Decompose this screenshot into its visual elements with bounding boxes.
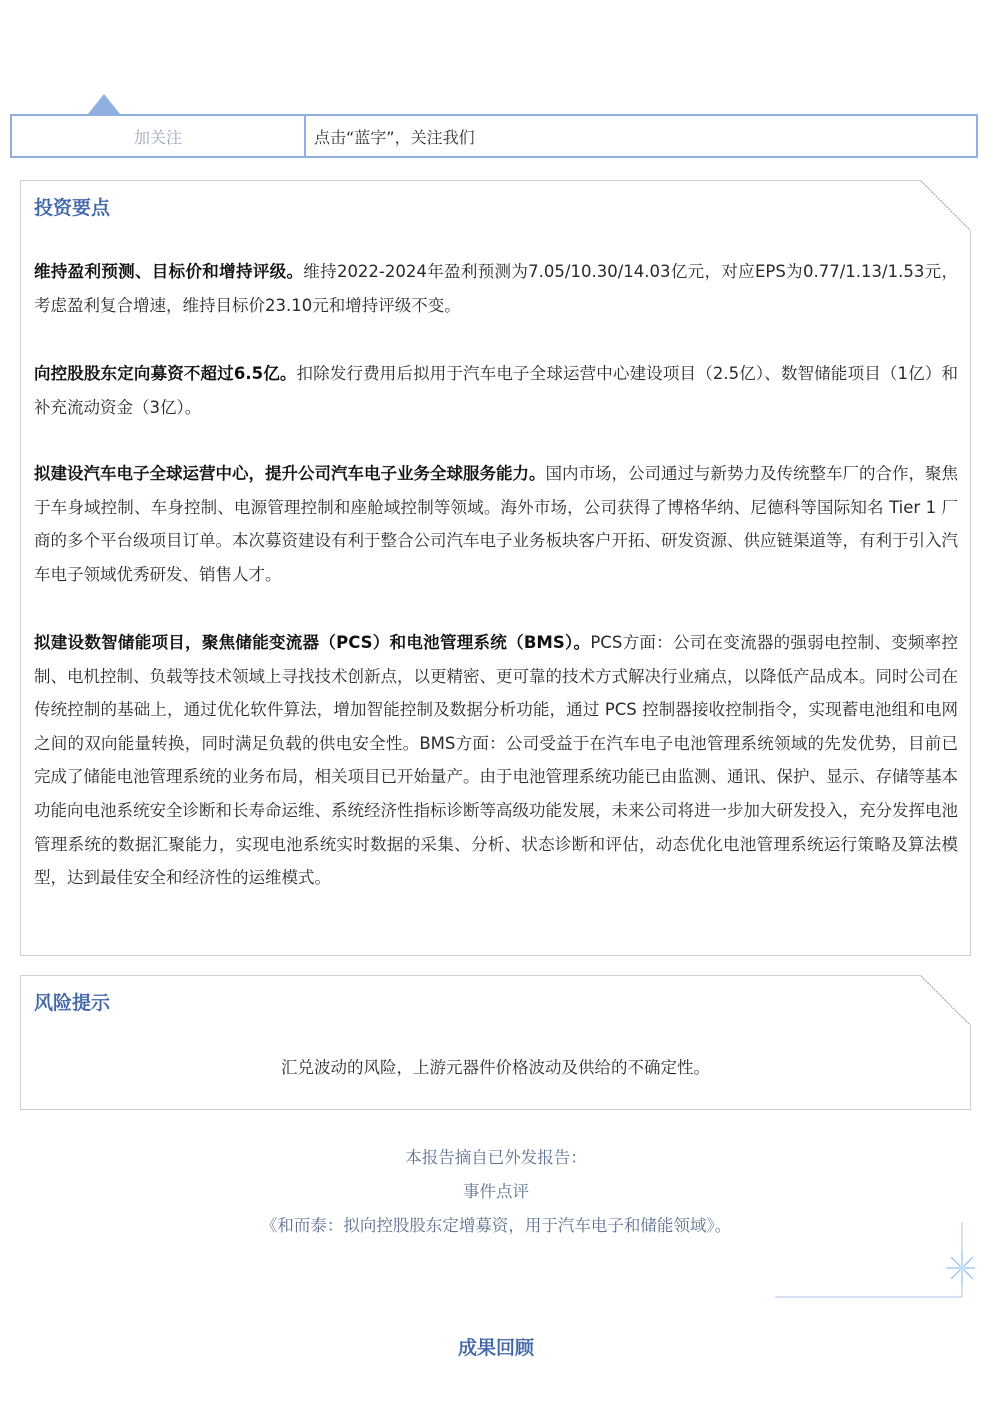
risk-title: 风险提示 bbox=[34, 992, 111, 1014]
follow-pointer-arrow bbox=[88, 94, 120, 114]
follow-button-label: 加关注 bbox=[133, 127, 182, 147]
achievements-review-title: 成果回顾 bbox=[457, 1337, 534, 1359]
risk-card bbox=[20, 975, 971, 1110]
paragraph-fundraising-heading: 向控股股东定向募资不超过6.5亿。 bbox=[34, 364, 297, 383]
invest-highlights-card bbox=[20, 180, 971, 956]
follow-prompt-text: 点击“蓝字”，关注我们 bbox=[314, 127, 475, 147]
paragraph-auto-electronics-heading: 拟建设汽车电子全球运营中心，提升公司汽车电子业务全球服务能力。 bbox=[34, 464, 546, 483]
paragraph-forecast bbox=[34, 255, 958, 322]
paragraph-fundraising bbox=[34, 357, 958, 424]
invest-highlights-title: 投资要点 bbox=[34, 197, 111, 219]
paragraph-auto-electronics bbox=[34, 457, 958, 591]
source-line-3-report-link[interactable]: 《和而泰：拟向控股股东定增募资，用于汽车电子和储能领域》。 bbox=[260, 1216, 732, 1235]
follow-button[interactable] bbox=[12, 116, 306, 156]
paragraph-auto-electronics-body: 国内市场，公司通过与新势力及传统整车厂的合作，聚焦于车身域控制、车身控制、电源管理控制和座舱域控制等领域。海外市场，公司获得了博格华纳、尼德科等国际知名 Tier 1 厂商的多个平台级项目订单。本次募资建设有利于整合公司汽车电子业务板块客户开拓、研发资源、供应链渠道等，有利于引入汽车电子领域优秀研发、销售人才。 bbox=[34, 464, 958, 584]
paragraph-forecast-heading: 维持盈利预测、目标价和增持评级。 bbox=[34, 262, 304, 281]
source-line-2: 事件点评 bbox=[463, 1182, 529, 1201]
paragraph-forecast-body: 维持2022-2024年盈利预测为7.05/10.30/14.03亿元，对应EPS为0.77/1.13/1.53元，考虑盈利复合增速，维持目标价23.10元和增持评级不变。 bbox=[34, 262, 958, 315]
paragraph-energy-storage-heading: 拟建设数智储能项目，聚焦储能变流器（PCS）和电池管理系统（BMS）。 bbox=[34, 633, 591, 652]
sparkle-decoration-icon bbox=[775, 1222, 975, 1302]
paragraph-energy-storage-body: PCS方面：公司在变流器的强弱电控制、变频率控制、电机控制、负载等技术领域上寻找技术创新点，以更精密、更可靠的技术方式解决行业痛点，以降低产品成本。同时公司在传统控制的基础上，通过优化软件算法，增加智能控制及数据分析功能，通过 PCS 控制器接收控制指令，实现蓄电池组和电网之间的双向能量转换，同时满足负载的供电安全性。BMS方面：公司受益于在汽车电子电池管理系统领域的先发优势，目前已完成了储能电池管理系统的业务布局，相关项目已开始量产。由于电池管理系统功能已由监测、通讯、保护、显示、存储等基本功能向电池系统安全诊断和长寿命运维、系统经济性指标诊断等高级功能发展，未来公司将进一步加大研发投入，充分发挥电池管理系统的数据汇聚能力，实现电池系统实时数据的采集、分析、状态诊断和评估，动态优化电池管理系统运行策略及算法模型，达到最佳安全和经济性的运维模式。 bbox=[34, 633, 958, 888]
follow-prompt bbox=[306, 116, 976, 156]
paragraph-fundraising-body: 扣除发行费用后拟用于汽车电子全球运营中心建设项目（2.5亿）、数智储能项目（1亿）和补充流动资金（3亿）。 bbox=[34, 364, 958, 417]
card-corner-fold-icon bbox=[921, 180, 971, 230]
card-corner-fold-icon bbox=[921, 975, 971, 1025]
risk-text: 汇兑波动的风险，上游元器件价格波动及供给的不确定性。 bbox=[281, 1058, 710, 1077]
source-line-1: 本报告摘自已外发报告： bbox=[405, 1148, 587, 1167]
follow-bar bbox=[10, 114, 978, 158]
paragraph-energy-storage bbox=[34, 626, 958, 895]
